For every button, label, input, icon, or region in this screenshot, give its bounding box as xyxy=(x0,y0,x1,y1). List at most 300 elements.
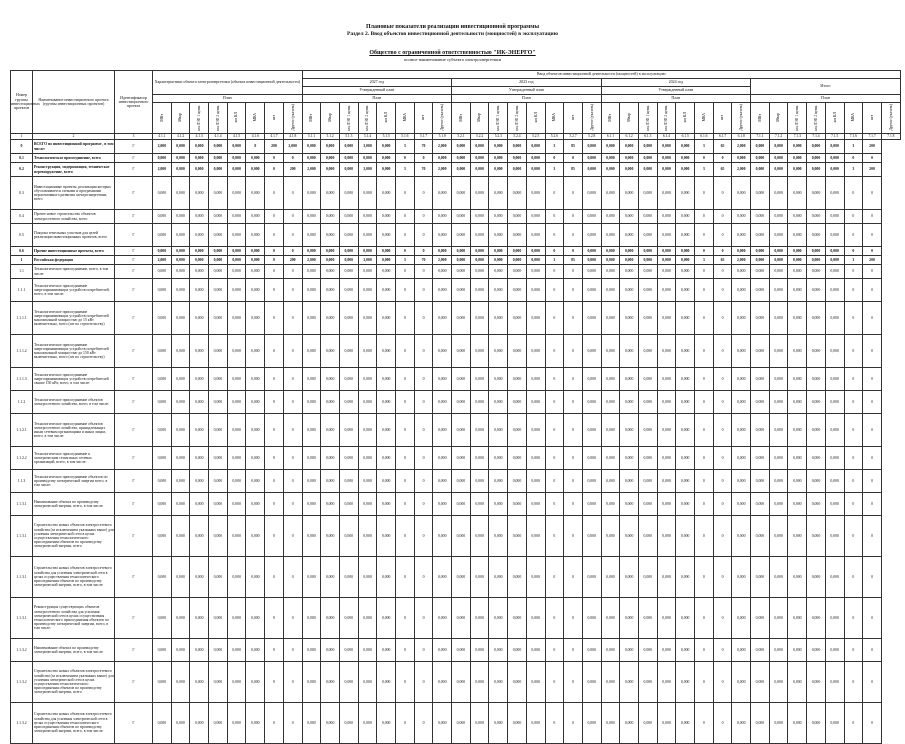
row-value: 0,000 xyxy=(209,447,228,470)
row-value: 0 xyxy=(844,368,863,391)
row-value: 70 xyxy=(414,256,433,265)
row-value: 0 xyxy=(265,493,284,516)
row-value: 3 xyxy=(695,163,714,177)
row-value: 0 xyxy=(713,279,732,302)
row-value: 0,000 xyxy=(358,598,377,639)
row-value: 0,000 xyxy=(339,598,358,639)
row-value: 0 xyxy=(283,177,302,210)
row-value: 0,000 xyxy=(246,703,265,744)
row-value: 0 xyxy=(414,224,433,247)
row-value: 0 xyxy=(283,265,302,279)
column-number: 7.1.6 xyxy=(844,134,863,140)
row-value: 0 xyxy=(265,516,284,557)
row-value: 0,000 xyxy=(321,557,340,598)
row-value: 0,000 xyxy=(508,516,527,557)
row-value: 0,000 xyxy=(153,493,172,516)
row-value: 0,000 xyxy=(601,470,620,493)
row-value: 0 xyxy=(414,516,433,557)
row-value: 0,000 xyxy=(657,557,676,598)
row-value: 0,000 xyxy=(769,414,788,447)
row-value: 0 xyxy=(414,447,433,470)
row-value: 0,000 xyxy=(153,368,172,391)
row-value: 0,000 xyxy=(638,516,657,557)
row-value: 0,000 xyxy=(246,265,265,279)
row-value: 0,000 xyxy=(190,391,209,414)
row-value: 0 xyxy=(396,662,415,703)
column-number: 7.1.5 xyxy=(825,134,844,140)
table-row xyxy=(11,302,901,335)
row-value: 0,000 xyxy=(339,414,358,447)
row-value: 0,000 xyxy=(657,598,676,639)
unit-label: км ЛЭП 1 цепн. xyxy=(197,104,202,131)
row-value: 0,000 xyxy=(807,140,826,154)
column-number: 3 xyxy=(115,134,153,140)
row-value: 0 xyxy=(414,247,433,256)
column-number: 5.1.5 xyxy=(377,134,396,140)
row-value: 0,000 xyxy=(171,516,190,557)
row-value: 0,000 xyxy=(582,154,601,163)
row-value: 0,000 xyxy=(620,516,639,557)
row-value: 200 xyxy=(863,256,882,265)
document-section-title: Раздел 2. Ввод объектов инвестиционной деятельности (мощностей) в эксплуатацию xyxy=(347,31,558,37)
row-value: 0,000 xyxy=(582,414,601,447)
row-value: 0,000 xyxy=(321,662,340,703)
row-value: 0,000 xyxy=(769,391,788,414)
row-value: 0,000 xyxy=(825,335,844,368)
unit-label: МВА xyxy=(253,113,258,122)
row-value: 0,000 xyxy=(769,265,788,279)
row-value: 0,000 xyxy=(209,210,228,224)
row-project-name: Технологическое присоединение к электрическим сетям иных сетевых организаций, всего, в том числе: xyxy=(33,447,115,470)
row-value: 200 xyxy=(265,140,284,154)
unit-label: МВт xyxy=(159,113,164,122)
row-value: 0,000 xyxy=(620,224,639,247)
row-value: 0,000 xyxy=(676,703,695,744)
row-value: 0 xyxy=(844,516,863,557)
row-value: 0,000 xyxy=(825,256,844,265)
row-value: 0 xyxy=(545,639,564,662)
row-value: 0,000 xyxy=(470,391,489,414)
row-value: 0 xyxy=(545,703,564,744)
row-value: 0,000 xyxy=(209,391,228,414)
row-value: 0,000 xyxy=(246,210,265,224)
row-value: 0 xyxy=(695,414,714,447)
row-value: 0,000 xyxy=(246,163,265,177)
table-row xyxy=(11,557,901,598)
row-value: 2,000 xyxy=(302,163,321,177)
row-value: 0,000 xyxy=(526,447,545,470)
row-value: 0,000 xyxy=(769,598,788,639)
column-number: 6.1.5 xyxy=(676,134,695,140)
header-unit xyxy=(601,103,620,134)
row-value: 0,000 xyxy=(732,391,751,414)
row-value: 0,000 xyxy=(788,335,807,368)
row-value: 0,000 xyxy=(657,210,676,224)
row-value: 0 xyxy=(863,335,882,368)
row-value: 0 xyxy=(844,210,863,224)
row-value: 0,000 xyxy=(302,154,321,163)
row-value: 0 xyxy=(695,557,714,598)
row-value: 0 xyxy=(695,391,714,414)
row-value: 0,000 xyxy=(190,368,209,391)
row-value: 0,000 xyxy=(807,557,826,598)
row-value: 0 xyxy=(863,662,882,703)
row-value: 0,000 xyxy=(638,368,657,391)
row-value: 0 xyxy=(545,224,564,247)
row-value: 0 xyxy=(564,639,583,662)
row-value: 0 xyxy=(564,662,583,703)
row-value: 0,000 xyxy=(657,493,676,516)
row-value: 0,000 xyxy=(246,470,265,493)
row-value: 0,000 xyxy=(227,391,246,414)
row-value: 0,000 xyxy=(321,335,340,368)
row-value: 2,000 xyxy=(732,140,751,154)
row-value: 0,000 xyxy=(190,662,209,703)
column-number: 7.1.4 xyxy=(807,134,826,140)
row-value: 0,000 xyxy=(601,265,620,279)
row-value: 0,000 xyxy=(489,177,508,210)
row-value: 0,000 xyxy=(227,335,246,368)
row-value: 0 xyxy=(396,265,415,279)
column-number: 5.1.7 xyxy=(414,134,433,140)
row-project-name: Технологическое присоединение объектов электросетевого хозяйства, всего, в том числе: xyxy=(33,391,115,414)
row-value: 0,000 xyxy=(601,703,620,744)
row-value: 0,000 xyxy=(601,302,620,335)
row-value: 0,000 xyxy=(209,154,228,163)
row-value: 2,000 xyxy=(302,256,321,265)
row-project-name: Технологическое присоединение объектов электросетевого хозяйства, принадлежащих иным сетевым организациям и иным лицам, всего, в том числе: xyxy=(33,414,115,447)
row-value: 0,000 xyxy=(190,639,209,662)
row-project-id: Г xyxy=(115,598,153,639)
row-value: 0,000 xyxy=(676,302,695,335)
row-value: 0,000 xyxy=(433,335,452,368)
row-value: 0,000 xyxy=(676,639,695,662)
header-unit xyxy=(620,103,639,134)
row-value: 0 xyxy=(265,210,284,224)
row-project-name: Наименование объекта по производству электрической энергии, всего, в том числе: xyxy=(33,639,115,662)
row-value: 0,000 xyxy=(302,598,321,639)
row-value: 0,000 xyxy=(209,470,228,493)
row-value: 0,000 xyxy=(788,493,807,516)
unit-label: км ЛЭП 2 цепн. xyxy=(365,104,370,131)
row-value: 0,000 xyxy=(788,703,807,744)
column-number: 5.2.6 xyxy=(545,134,564,140)
row-value: 0,000 xyxy=(620,414,639,447)
row-value: 0 xyxy=(863,414,882,447)
row-value: 0,000 xyxy=(620,163,639,177)
row-value: 0,000 xyxy=(358,414,377,447)
row-value: 0,000 xyxy=(377,163,396,177)
row-value: 0,000 xyxy=(209,639,228,662)
row-value: 0,000 xyxy=(377,154,396,163)
header-unit xyxy=(321,103,340,134)
row-value: 0,000 xyxy=(657,247,676,256)
row-value: 0 xyxy=(713,335,732,368)
row-value: 0 xyxy=(713,662,732,703)
row-value: 0,000 xyxy=(582,662,601,703)
row-project-id: Г xyxy=(115,703,153,744)
row-value: 0,000 xyxy=(489,210,508,224)
row-value: 0,000 xyxy=(452,302,471,335)
row-value: 0,000 xyxy=(227,639,246,662)
row-value: 0,000 xyxy=(732,247,751,256)
row-value: 0,000 xyxy=(676,470,695,493)
row-value: 0,000 xyxy=(246,447,265,470)
row-value: 0,000 xyxy=(751,391,770,414)
row-value: 0,000 xyxy=(171,662,190,703)
row-value: 0,000 xyxy=(358,493,377,516)
row-value: 0,000 xyxy=(676,447,695,470)
row-value: 0,000 xyxy=(620,154,639,163)
row-value: 0,000 xyxy=(321,154,340,163)
row-value: 0,000 xyxy=(433,470,452,493)
row-value: 0,000 xyxy=(489,493,508,516)
row-value: 2,000 xyxy=(283,140,302,154)
row-value: 0,000 xyxy=(620,302,639,335)
row-value: 0,000 xyxy=(751,557,770,598)
row-value: 0 xyxy=(414,210,433,224)
unit-label: км ЛЭП 1 цепн. xyxy=(795,104,800,131)
row-value: 0,000 xyxy=(751,265,770,279)
row-value: 0 xyxy=(564,598,583,639)
row-value: 0,000 xyxy=(321,224,340,247)
row-value: 0,000 xyxy=(358,447,377,470)
row-value: 0 xyxy=(265,224,284,247)
row-value: 0,000 xyxy=(526,557,545,598)
row-value: 0,000 xyxy=(227,302,246,335)
row-value: 0,000 xyxy=(807,256,826,265)
row-value: 0,000 xyxy=(358,368,377,391)
header-unit xyxy=(825,103,844,134)
row-value: 0,000 xyxy=(171,368,190,391)
row-value: 0,000 xyxy=(470,279,489,302)
row-number: 1.1.3 xyxy=(11,470,33,493)
row-value: 0,000 xyxy=(377,598,396,639)
row-value: 0,000 xyxy=(246,247,265,256)
row-value: 0,000 xyxy=(209,140,228,154)
row-value: 0 xyxy=(414,493,433,516)
header-year-3: 2024 год xyxy=(601,79,751,87)
unit-label: км ЛЭП 1 цепн. xyxy=(346,104,351,131)
row-value: 0 xyxy=(863,224,882,247)
row-value: 0 xyxy=(695,493,714,516)
row-value: 70 xyxy=(414,163,433,177)
row-value: 0 xyxy=(564,516,583,557)
row-value: 0,000 xyxy=(825,279,844,302)
row-value: 0,000 xyxy=(433,154,452,163)
row-project-name: Инвестиционные проекты, реализация которых обуславливается схемами и программами перспективного развития электроэнергетики, всего xyxy=(33,177,115,210)
row-value: 0,000 xyxy=(620,177,639,210)
row-value: 0,000 xyxy=(470,265,489,279)
column-number: 4.1.1 xyxy=(153,134,172,140)
row-value: 0,000 xyxy=(601,414,620,447)
row-value: 0,000 xyxy=(377,557,396,598)
row-value: 85 xyxy=(564,140,583,154)
row-project-name: Технологическое присоединение энергопринимающих устройств потребителей максимальной мощностью до 150 кВт включительно, всего (шт по строительству) xyxy=(33,335,115,368)
row-value: 0 xyxy=(414,302,433,335)
table-row xyxy=(11,247,901,256)
header-unit xyxy=(171,103,190,134)
column-number: 5.2.7 xyxy=(564,134,583,140)
row-value: 0,000 xyxy=(227,516,246,557)
row-value: 0,000 xyxy=(227,140,246,154)
header-unit xyxy=(751,103,770,134)
header-plan-total: План xyxy=(751,95,901,103)
row-value: 0,000 xyxy=(339,391,358,414)
row-value: 0,000 xyxy=(470,414,489,447)
row-value: 0,000 xyxy=(751,177,770,210)
row-value: 0,000 xyxy=(321,265,340,279)
row-value: 0,000 xyxy=(788,154,807,163)
row-value: 0,000 xyxy=(171,256,190,265)
row-value: 0,000 xyxy=(153,177,172,210)
row-value: 0,000 xyxy=(582,302,601,335)
column-number: 7.1.7 xyxy=(863,134,882,140)
row-value: 0,000 xyxy=(825,662,844,703)
row-value: 0,000 xyxy=(807,210,826,224)
row-value: 0,000 xyxy=(526,598,545,639)
row-number: 0.6 xyxy=(11,247,33,256)
row-value: 0,000 xyxy=(171,335,190,368)
row-value: 0,000 xyxy=(433,368,452,391)
row-value: 0 xyxy=(564,447,583,470)
header-unit xyxy=(190,103,209,134)
row-value: 0,000 xyxy=(209,163,228,177)
row-value: 0 xyxy=(545,335,564,368)
row-value: 3 xyxy=(545,140,564,154)
row-value: 0,000 xyxy=(489,414,508,447)
header-unit xyxy=(377,103,396,134)
row-value: 0,000 xyxy=(751,335,770,368)
row-value: 0,000 xyxy=(732,470,751,493)
row-value: 0 xyxy=(863,493,882,516)
row-value: 0 xyxy=(265,279,284,302)
row-value: 0,000 xyxy=(377,140,396,154)
row-value: 0,000 xyxy=(209,177,228,210)
row-value: 0,000 xyxy=(825,703,844,744)
row-project-name: Строительство новых объектов электросетевого хозяйства (за исключением указанных выше) для усиления электрической сети в целях осуществления технологического присоединения объектов по производству электрической энергии, всего xyxy=(33,516,115,557)
row-value: 0,000 xyxy=(171,302,190,335)
row-value: 0 xyxy=(545,447,564,470)
row-value: 0 xyxy=(564,414,583,447)
row-value: 0,000 xyxy=(433,447,452,470)
row-value: 0 xyxy=(844,279,863,302)
row-value: 0 xyxy=(564,265,583,279)
row-value: 0,000 xyxy=(657,279,676,302)
row-value: 0,000 xyxy=(470,224,489,247)
row-value: 0 xyxy=(713,265,732,279)
row-value: 65 xyxy=(713,256,732,265)
row-value: 0,000 xyxy=(339,265,358,279)
header-unit xyxy=(526,103,545,134)
row-value: 0,000 xyxy=(788,224,807,247)
row-value: 0,000 xyxy=(807,247,826,256)
header-unit xyxy=(283,103,302,134)
row-value: 0,000 xyxy=(339,703,358,744)
row-value: 0,000 xyxy=(638,177,657,210)
row-value: 0,000 xyxy=(601,662,620,703)
row-value: 0 xyxy=(265,557,284,598)
unit-label: км ЛЭП 2 цепн. xyxy=(813,104,818,131)
row-value: 0,000 xyxy=(769,447,788,470)
row-value: 0,000 xyxy=(190,163,209,177)
row-value: 0,000 xyxy=(358,470,377,493)
row-value: 0 xyxy=(265,256,284,265)
row-value: 0 xyxy=(545,210,564,224)
row-value: 0,000 xyxy=(657,265,676,279)
row-number: 0.4 xyxy=(11,210,33,224)
row-value: 0,000 xyxy=(508,302,527,335)
row-value: 0,000 xyxy=(377,177,396,210)
row-value: 0,000 xyxy=(339,256,358,265)
row-value: 0,000 xyxy=(209,557,228,598)
column-number: 5.1.3 xyxy=(339,134,358,140)
row-value: 0,000 xyxy=(526,140,545,154)
row-value: 0,000 xyxy=(321,163,340,177)
column-number: 6.1.1 xyxy=(601,134,620,140)
row-value: 0,000 xyxy=(508,335,527,368)
row-value: 0,000 xyxy=(339,302,358,335)
row-value: 0,000 xyxy=(377,265,396,279)
column-number: 4.1.2 xyxy=(171,134,190,140)
row-value: 0 xyxy=(396,557,415,598)
row-value: 0,000 xyxy=(732,154,751,163)
table-row xyxy=(11,335,901,368)
row-value: 0 xyxy=(713,557,732,598)
row-value: 0,000 xyxy=(339,639,358,662)
row-value: 0,000 xyxy=(676,391,695,414)
row-value: 0,000 xyxy=(433,224,452,247)
row-value: 0,000 xyxy=(470,703,489,744)
row-value: 0,000 xyxy=(601,368,620,391)
row-value: 0 xyxy=(713,516,732,557)
row-value: 0,000 xyxy=(638,154,657,163)
row-value: 0,000 xyxy=(489,279,508,302)
table-row xyxy=(11,639,901,662)
row-value: 0,000 xyxy=(302,662,321,703)
row-value: 0,000 xyxy=(769,557,788,598)
header-unit xyxy=(339,103,358,134)
row-value: 0 xyxy=(695,265,714,279)
row-value: 0 xyxy=(713,177,732,210)
header-unit xyxy=(881,103,900,134)
row-value: 0,000 xyxy=(657,335,676,368)
row-value: 0,000 xyxy=(769,335,788,368)
row-value: 0,000 xyxy=(508,140,527,154)
row-value: 0,000 xyxy=(302,335,321,368)
table-row xyxy=(11,265,901,279)
row-value: 0,000 xyxy=(788,470,807,493)
row-value: 0,000 xyxy=(751,493,770,516)
row-value: 0,000 xyxy=(601,163,620,177)
row-value: 0,000 xyxy=(302,210,321,224)
row-value: 0,000 xyxy=(620,598,639,639)
row-value: 0,000 xyxy=(788,368,807,391)
row-value: 2,000 xyxy=(153,256,172,265)
row-value: 0,000 xyxy=(358,662,377,703)
row-value: 0 xyxy=(713,391,732,414)
row-value: 0,000 xyxy=(676,368,695,391)
row-value: 0 xyxy=(863,210,882,224)
row-value: 0,000 xyxy=(825,265,844,279)
row-value: 0,000 xyxy=(526,247,545,256)
row-value: 0,000 xyxy=(321,470,340,493)
unit-label: км ЛЭП 2 цепн. xyxy=(664,104,669,131)
row-value: 0,000 xyxy=(433,177,452,210)
row-value: 0,000 xyxy=(153,662,172,703)
row-number: 1 xyxy=(11,256,33,265)
row-value: 0,000 xyxy=(676,662,695,703)
